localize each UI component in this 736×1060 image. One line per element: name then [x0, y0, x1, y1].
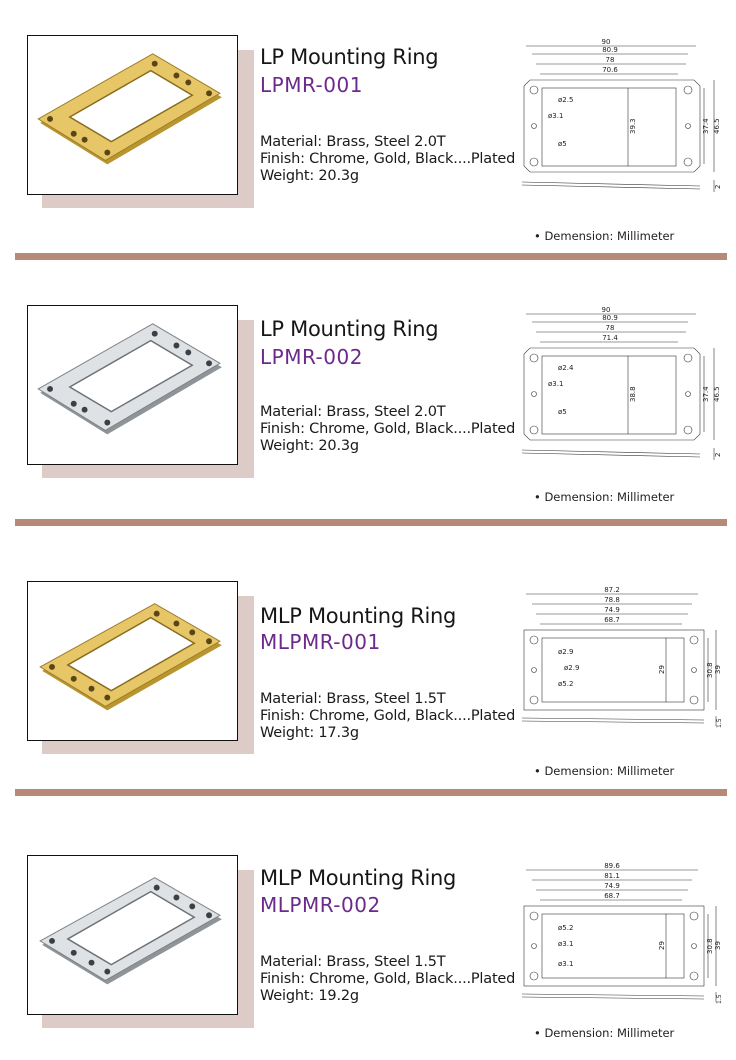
dim-label: 39	[714, 665, 722, 674]
spec-material: Material: Brass, Steel 2.0T	[260, 404, 446, 420]
spec-material: Material: Brass, Steel 1.5T	[260, 954, 446, 970]
spec-finish: Finish: Chrome, Gold, Black....Plated	[260, 151, 516, 167]
product-title: MLP Mounting Ring	[260, 604, 457, 628]
spec-material: Material: Brass, Steel 2.0T	[260, 134, 446, 150]
product-title: LP Mounting Ring	[260, 45, 439, 69]
dim-label: 39	[714, 941, 722, 950]
dim-label: 80.9	[602, 46, 618, 54]
dim-label: ø5	[558, 408, 567, 416]
product-title: LP Mounting Ring	[260, 317, 439, 341]
dim-label: 2	[714, 452, 722, 457]
section-divider	[15, 253, 727, 260]
dim-label: 46.5	[713, 118, 721, 134]
dim-label: 78.8	[604, 596, 620, 604]
spec-finish: Finish: Chrome, Gold, Black....Plated	[260, 421, 516, 437]
dim-label: ø3.1	[548, 380, 564, 388]
product-photo	[27, 855, 238, 1015]
spec-weight: Weight: 17.3g	[260, 725, 359, 741]
mounting-ring-image	[28, 306, 237, 464]
mounting-ring-image	[28, 36, 237, 194]
product-photo	[27, 35, 238, 195]
dim-label: 87.2	[604, 586, 620, 594]
dimension-note: • Demension: Millimeter	[534, 490, 675, 504]
product-photo	[27, 305, 238, 465]
dim-label: 30.8	[706, 938, 714, 954]
dim-label: 68.7	[604, 616, 620, 624]
product-title: MLP Mounting Ring	[260, 866, 457, 890]
section-divider	[15, 789, 727, 796]
dim-label: ø5.2	[558, 680, 574, 688]
dim-label: 29	[658, 665, 666, 674]
dim-label: 39.3	[629, 118, 637, 134]
product-photo	[27, 581, 238, 741]
dim-label: 37.4	[702, 118, 710, 134]
product-code: LPMR-001	[260, 73, 363, 97]
dim-label: 71.4	[602, 334, 618, 342]
dim-label: ø2.9	[564, 664, 580, 672]
dimension-drawing	[518, 36, 723, 201]
dim-label: ø5	[558, 140, 567, 148]
spec-weight: Weight: 20.3g	[260, 438, 359, 454]
dim-label: ø2.9	[558, 648, 574, 656]
dim-label: 46.5	[713, 386, 721, 402]
dim-label: ø3.1	[558, 960, 574, 968]
dim-label: 90	[601, 306, 611, 314]
section-divider	[15, 519, 727, 526]
dim-label: 78	[605, 324, 615, 332]
spec-weight: Weight: 19.2g	[260, 988, 359, 1004]
dimension-drawing	[518, 860, 723, 1025]
dim-label: ø2.4	[558, 364, 574, 372]
dim-label: 38.8	[629, 386, 637, 402]
dim-label: 68.7	[604, 892, 620, 900]
dimension-note: • Demension: Millimeter	[534, 764, 675, 778]
dim-label: 81.1	[604, 872, 620, 880]
dim-label: 80.9	[602, 314, 618, 322]
dim-label: 70.6	[602, 66, 618, 74]
dim-label: 74.9	[604, 606, 620, 614]
dim-label: 30.8	[706, 662, 714, 678]
dim-label: 90	[601, 38, 611, 46]
product-code: LPMR-002	[260, 345, 363, 369]
dim-label: 1.5	[716, 718, 723, 728]
spec-weight: Weight: 20.3g	[260, 168, 359, 184]
mounting-ring-image	[28, 582, 237, 740]
mounting-ring-image	[28, 856, 237, 1014]
dim-label: 29	[658, 941, 666, 950]
dimension-drawing	[518, 304, 723, 469]
spec-finish: Finish: Chrome, Gold, Black....Plated	[260, 971, 516, 987]
product-code: MLPMR-001	[260, 630, 381, 654]
dim-label: 1.5	[716, 994, 723, 1004]
dim-label: ø3.1	[548, 112, 564, 120]
spec-finish: Finish: Chrome, Gold, Black....Plated	[260, 708, 516, 724]
dim-label: ø3.1	[558, 940, 574, 948]
dim-label: 78	[605, 56, 615, 64]
dim-label: 89.6	[604, 862, 620, 870]
dim-label: 37.4	[702, 386, 710, 402]
dimension-note: • Demension: Millimeter	[534, 229, 675, 243]
dim-label: ø2.5	[558, 96, 574, 104]
dim-label: 74.9	[604, 882, 620, 890]
spec-material: Material: Brass, Steel 1.5T	[260, 691, 446, 707]
dimension-note: • Demension: Millimeter	[534, 1026, 675, 1040]
dimension-drawing	[518, 584, 723, 749]
dim-label: ø5.2	[558, 924, 574, 932]
dim-label: 2	[714, 184, 722, 189]
product-code: MLPMR-002	[260, 893, 381, 917]
